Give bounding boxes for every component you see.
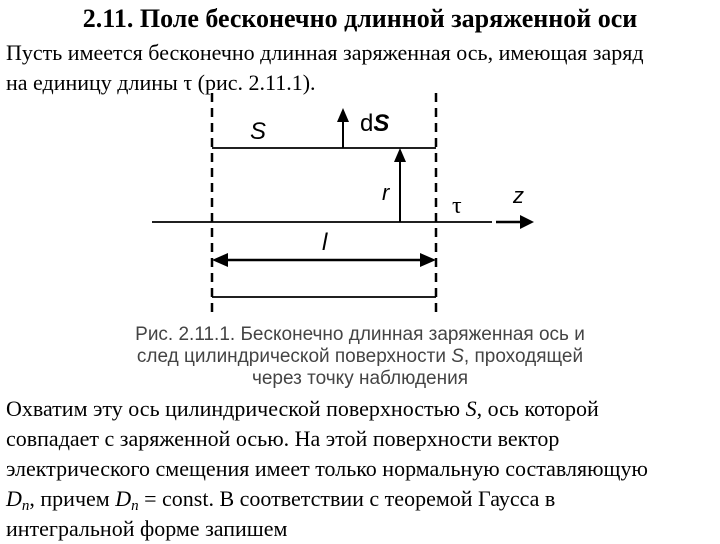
body-line-1-text: Охватим эту ось цилиндрической поверхностью bbox=[6, 396, 466, 421]
page-title: 2.11. Поле бесконечно длинной заряженной оси bbox=[82, 4, 638, 33]
body-line-2: совпадает с заряженной осью. На этой поверхности вектор bbox=[6, 426, 560, 451]
body-line-4-end: = const. В соответствии с теоремой Гаусса в bbox=[138, 486, 556, 511]
caption-line-3: через точку наблюдения bbox=[251, 368, 469, 389]
body-line-4 bbox=[6, 484, 716, 514]
intro-line-1: Пусть имеется бесконечно длинная заряженная ось, имеющая заряд bbox=[6, 40, 644, 65]
body-line-1-end: , ось которой bbox=[476, 396, 599, 421]
caption-line-2-end: , проходящей bbox=[463, 346, 584, 367]
z-label: z bbox=[513, 183, 524, 208]
ds-label-s: S bbox=[373, 110, 390, 137]
r-vector-arrow bbox=[394, 148, 406, 222]
figure-caption bbox=[0, 324, 720, 390]
body-line-5: интегральной форме запишем bbox=[6, 516, 288, 541]
figure-reference: (рис. 2.11.1). bbox=[192, 70, 316, 95]
l-label: l bbox=[322, 229, 328, 256]
z-direction-arrow bbox=[496, 215, 534, 229]
body-paragraph bbox=[6, 394, 716, 544]
intro-line-2-text: на единицу длины bbox=[6, 70, 184, 95]
ds-vector-arrow bbox=[337, 108, 349, 148]
body-line-3: электрического смещения имеет только нормальную составляющую bbox=[6, 456, 648, 481]
caption-line-1: Рис. 2.11.1. Бесконечно длинная заряженная ось и bbox=[135, 324, 585, 345]
r-label: r bbox=[382, 180, 390, 205]
body-line-1 bbox=[6, 394, 716, 424]
caption-s-symbol: S bbox=[451, 346, 464, 367]
surface-label-s: S bbox=[250, 118, 267, 145]
ds-label-d: d bbox=[360, 110, 374, 137]
body-line-4-text: , причем bbox=[29, 486, 116, 511]
caption-line-2-text: след цилиндрической поверхности bbox=[136, 346, 452, 367]
tau-label: τ bbox=[452, 193, 462, 219]
caption-line-2 bbox=[0, 346, 720, 368]
dn-symbol: $D_n$ bbox=[6, 486, 30, 514]
tau-symbol: τ bbox=[183, 70, 193, 95]
dn-symbol-2: $D_n$ bbox=[115, 486, 139, 514]
body-s-symbol: S bbox=[465, 396, 477, 421]
ds-label bbox=[360, 110, 389, 137]
